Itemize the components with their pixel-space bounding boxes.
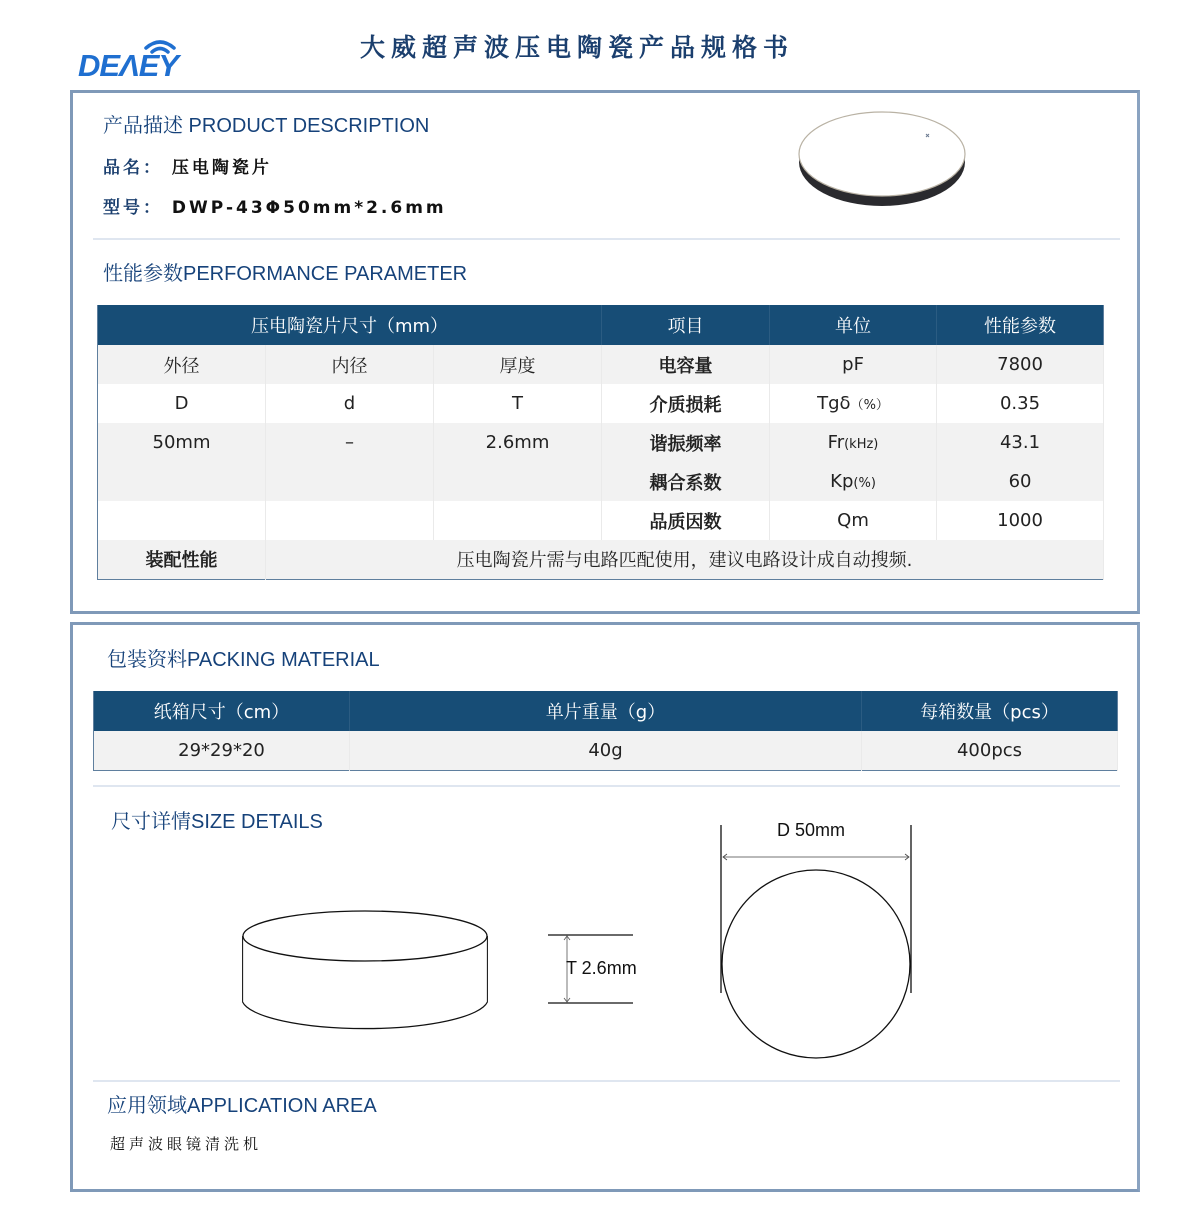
performance-table <box>97 305 1104 580</box>
ceramic-disc-photo <box>796 108 968 210</box>
cell-outer-diameter-label: 外径 <box>98 345 266 384</box>
packing-heading: 包装资料PACKING MATERIAL <box>107 649 380 671</box>
cell-item: 耦合系数 <box>602 462 770 501</box>
packing-header-row <box>94 691 1118 731</box>
table-row <box>98 462 1104 501</box>
table-row <box>98 384 1104 423</box>
cell-item: 介质损耗 <box>602 384 770 423</box>
application-heading: 应用领域APPLICATION AREA <box>107 1095 377 1117</box>
header-size: 压电陶瓷片尺寸（mm） <box>98 305 602 345</box>
unit-main: Fr <box>827 432 845 453</box>
table-row <box>98 423 1104 462</box>
cell-unit <box>770 501 937 540</box>
cell-item: 品质因数 <box>602 501 770 540</box>
table-row <box>98 501 1104 540</box>
cell-carton-size: 29*29*20 <box>94 731 350 770</box>
performance-heading: 性能参数PERFORMANCE PARAMETER <box>103 263 468 285</box>
cell-value: 7800 <box>937 345 1104 384</box>
assembly-label: 装配性能 <box>98 540 266 579</box>
packing-table <box>93 691 1118 771</box>
product-model-line <box>103 193 447 218</box>
logo-text: DEΛEY <box>78 48 179 83</box>
section-divider <box>93 238 1120 240</box>
packing-panel <box>70 622 1140 1192</box>
cell-unit <box>770 345 937 384</box>
assembly-row <box>98 540 1104 579</box>
brand-logo <box>78 36 223 82</box>
cell-item: 电容量 <box>602 345 770 384</box>
product-model-value: DWP-43Φ50mm*2.6mm <box>171 198 447 218</box>
unit-suffix: (%) <box>853 476 876 491</box>
performance-header-row <box>98 305 1104 345</box>
cell-empty <box>434 501 602 540</box>
cell-inner-diameter-symbol: d <box>266 384 434 423</box>
cell-outer-diameter-symbol: D <box>98 384 266 423</box>
cell-unit <box>770 423 937 462</box>
cell-value: 0.35 <box>937 384 1104 423</box>
cell-thickness-value: 2.6mm <box>434 423 602 462</box>
cell-inner-diameter-label: 内径 <box>266 345 434 384</box>
cell-inner-diameter-value: – <box>266 423 434 462</box>
header-qty-per-carton: 每箱数量（pcs） <box>862 691 1118 731</box>
cell-empty <box>266 501 434 540</box>
cell-thickness-label: 厚度 <box>434 345 602 384</box>
assembly-value: 压电陶瓷片需与电路匹配使用，建议电路设计成自动搜频. <box>266 540 1104 579</box>
cell-item: 谐振频率 <box>602 423 770 462</box>
product-model-label: 型号： <box>103 198 163 218</box>
product-description-heading: 产品描述 PRODUCT DESCRIPTION <box>103 115 430 137</box>
product-name-value: 压电陶瓷片 <box>171 158 272 178</box>
thickness-label: T 2.6mm <box>566 958 637 978</box>
table-row <box>94 731 1118 770</box>
cell-empty <box>434 462 602 501</box>
cell-empty <box>266 462 434 501</box>
header-carton-size: 纸箱尺寸（cm） <box>94 691 350 731</box>
cell-unit-weight: 40g <box>350 731 862 770</box>
section-divider <box>93 1080 1120 1082</box>
cell-value: 1000 <box>937 501 1104 540</box>
disc-top-view-drawing <box>713 823 923 1071</box>
cell-empty <box>98 462 266 501</box>
unit-main: Tgδ <box>817 393 851 414</box>
header-unit-weight: 单片重量（g） <box>350 691 862 731</box>
unit-main: Kp <box>830 471 854 492</box>
cell-value: 60 <box>937 462 1104 501</box>
size-details-heading: 尺寸详情SIZE DETAILS <box>111 811 323 833</box>
unit-main: pF <box>842 354 864 375</box>
header-item: 项目 <box>602 305 770 345</box>
header-param: 性能参数 <box>937 305 1104 345</box>
document-title: 大威超声波压电陶瓷产品规格书 <box>360 33 795 62</box>
unit-suffix: （%） <box>850 398 889 413</box>
diameter-label: D 50mm <box>777 820 846 840</box>
cell-qty-per-carton: 400pcs <box>862 731 1118 770</box>
product-name-line <box>103 153 272 178</box>
cell-unit <box>770 462 937 501</box>
cell-value: 43.1 <box>937 423 1104 462</box>
table-row <box>98 345 1104 384</box>
product-name-label: 品名： <box>103 158 163 178</box>
cell-unit <box>770 384 937 423</box>
disc-side-view-drawing <box>241 909 491 1039</box>
section-divider <box>93 785 1120 787</box>
cell-outer-diameter-value: 50mm <box>98 423 266 462</box>
cell-empty <box>98 501 266 540</box>
product-panel <box>70 90 1140 614</box>
unit-suffix: (kHz) <box>844 437 879 452</box>
application-value: 超声波眼镜清洗机 <box>110 1135 263 1153</box>
header-unit: 单位 <box>770 305 937 345</box>
cell-thickness-symbol: T <box>434 384 602 423</box>
unit-main: Qm <box>837 510 869 531</box>
